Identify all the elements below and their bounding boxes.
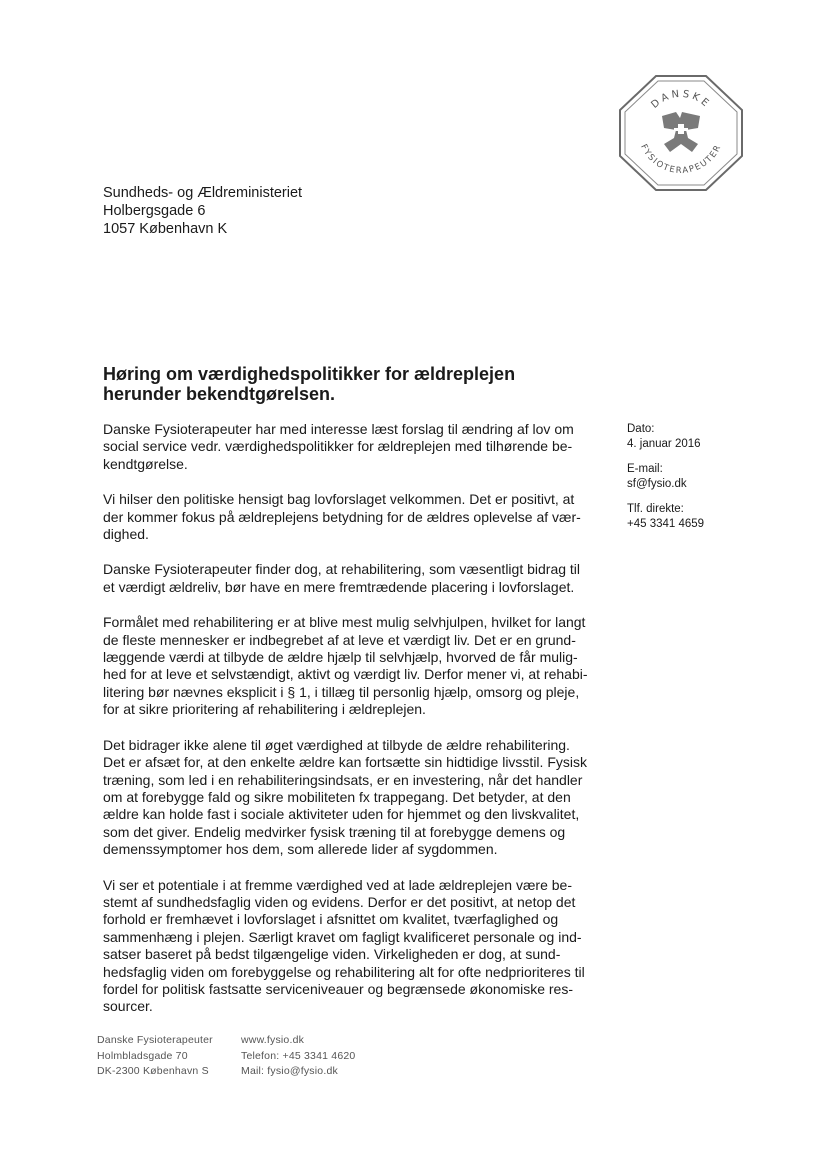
email-group xyxy=(627,462,704,492)
phone-value: +45 3341 4659 xyxy=(627,518,705,530)
recipient-line-3: 1057 København K xyxy=(103,221,228,237)
seal-text-top: DANSKE xyxy=(649,88,713,111)
paragraph-line: demenssymptomer hos dem, som allerede lider af sygdommen. xyxy=(103,841,498,858)
email-label: E-mail: xyxy=(627,463,663,475)
letter-title xyxy=(103,364,515,404)
organization-logo xyxy=(616,72,746,194)
paragraph-line: hed for at leve et selvstændigt, aktivt og værdigt liv. Derfor mener vi, at rehabi- xyxy=(103,666,588,683)
paragraph-line: dighed. xyxy=(103,526,149,543)
paragraph-line: træning, som led i en rehabiliteringsindsats, er en investering, når det handler xyxy=(103,771,583,788)
title-line-1: Høring om værdighedspolitikker for ældreplejen xyxy=(103,364,516,384)
body-paragraph xyxy=(103,737,603,859)
footer-contact xyxy=(241,1033,355,1080)
footer-address xyxy=(97,1033,213,1080)
paragraph-line: sourcer. xyxy=(103,998,153,1015)
recipient-line-2: Holbergsgade 6 xyxy=(103,203,206,219)
paragraph-line: hedsfaglig viden om forebyggelse og rehabilitering alt for ofte nedprioriteres til xyxy=(103,963,585,980)
paragraph-line: de fleste mennesker er indbegrebet af at leve et værdigt liv. Det er en grund- xyxy=(103,631,576,648)
paragraph-line: Formålet med rehabilitering er at blive mest mulig selvhjulpen, hvilket for langt xyxy=(103,614,586,631)
recipient-address xyxy=(103,184,302,238)
paragraph-line: der kommer fokus på ældreplejens betydning for de ældres oplevelse af vær- xyxy=(103,508,581,525)
body-paragraph xyxy=(103,561,603,596)
paragraph-line: social service vedr. værdighedspolitikker for ældreplejen med tilhørende be- xyxy=(103,438,573,455)
letter-body xyxy=(103,421,603,1034)
date-value: 4. januar 2016 xyxy=(627,438,701,450)
paragraph-line: et værdigt ældreliv, bør have en mere fremtrædende placering i lovforslaget. xyxy=(103,578,575,595)
paragraph-line: Det bidrager ikke alene til øget værdighed at tilbyde de ældre rehabilitering. xyxy=(103,736,570,753)
paragraph-line: Vi hilser den politiske hensigt bag lovforslaget velkommen. Det er positivt, at xyxy=(103,491,575,508)
body-paragraph xyxy=(103,614,603,718)
footer-web: www.fysio.dk xyxy=(241,1034,305,1046)
seal-text-bottom: FYSIOTERAPEUTER xyxy=(638,142,724,177)
footer-street: Holmbladsgade 70 xyxy=(97,1049,188,1062)
phone-label: Tlf. direkte: xyxy=(627,503,684,515)
paragraph-line: læggende værdi at tilbyde de ældre hjælp til selvhjælp, hvorved de får mulig- xyxy=(103,649,578,666)
letter-metadata xyxy=(627,422,704,542)
paragraph-line: fordel for politisk fastsatte serviceniveauer og begrænsede økonomiske res- xyxy=(103,980,573,997)
paragraph-line: Vi ser et potentiale i at fremme værdighed ved at lade ældreplejen være be- xyxy=(103,876,572,893)
email-value: sf@fysio.dk xyxy=(627,478,687,490)
footer-city: DK-2300 København S xyxy=(97,1065,209,1077)
phone-group xyxy=(627,502,704,532)
paragraph-line: Danske Fysioterapeuter finder dog, at rehabilitering, som væsentligt bidrag til xyxy=(103,561,581,578)
date-group xyxy=(627,422,704,452)
title-line-2: herunder bekendtgørelsen. xyxy=(103,384,336,404)
paragraph-line: Det er afsæt for, at den enkelte ældre kan fortsætte sin hidtidige livsstil. Fysisk xyxy=(103,754,587,771)
paragraph-line: stemt af sundhedsfaglig viden og evidens. Derfor er det positivt, at netop det xyxy=(103,893,576,910)
date-label: Dato: xyxy=(627,423,655,435)
paragraph-line: om at forebygge fald og sikre mobiliteten fx trappegang. Det betyder, at den xyxy=(103,788,571,805)
footer-phone: Telefon: +45 3341 4620 xyxy=(241,1049,356,1062)
footer-mail: Mail: fysio@fysio.dk xyxy=(241,1065,338,1077)
hands-cross-icon xyxy=(662,112,700,152)
paragraph-line: kendtgørelse. xyxy=(103,455,188,472)
footer-org-name: Danske Fysioterapeuter xyxy=(97,1034,213,1046)
danske-fysioterapeuter-seal-icon xyxy=(616,72,746,194)
body-paragraph xyxy=(103,877,603,1016)
paragraph-line: Danske Fysioterapeuter har med interesse læst forslag til ændring af lov om xyxy=(103,421,574,437)
body-paragraph xyxy=(103,421,603,473)
paragraph-line: satser baseret på bedst tilgængelige viden. Virkeligheden er dog, at sund- xyxy=(103,946,561,963)
paragraph-line: som det giver. Endelig medvirker fysisk træning til at forebygge demens og xyxy=(103,823,566,840)
recipient-line-1: Sundheds- og Ældreministeriet xyxy=(103,185,303,201)
paragraph-line: for at sikre prioritering af rehabilitering i ældreplejen. xyxy=(103,701,426,718)
paragraph-line: sammenhæng i plejen. Særligt kravet om fagligt kvalificeret personale og ind- xyxy=(103,928,582,945)
body-paragraph xyxy=(103,491,603,543)
paragraph-line: forhold er fremhævet i lovforslaget i afsnittet om kvalitet, tværfaglighed og xyxy=(103,911,559,928)
paragraph-line: ældre kan holde fast i sociale aktiviteter uden for hjemmet og den livskvalitet, xyxy=(103,806,580,823)
paragraph-line: litering bør nævnes eksplicit i § 1, i tillæg til personlig hjælp, omsorg og pleje, xyxy=(103,683,580,700)
